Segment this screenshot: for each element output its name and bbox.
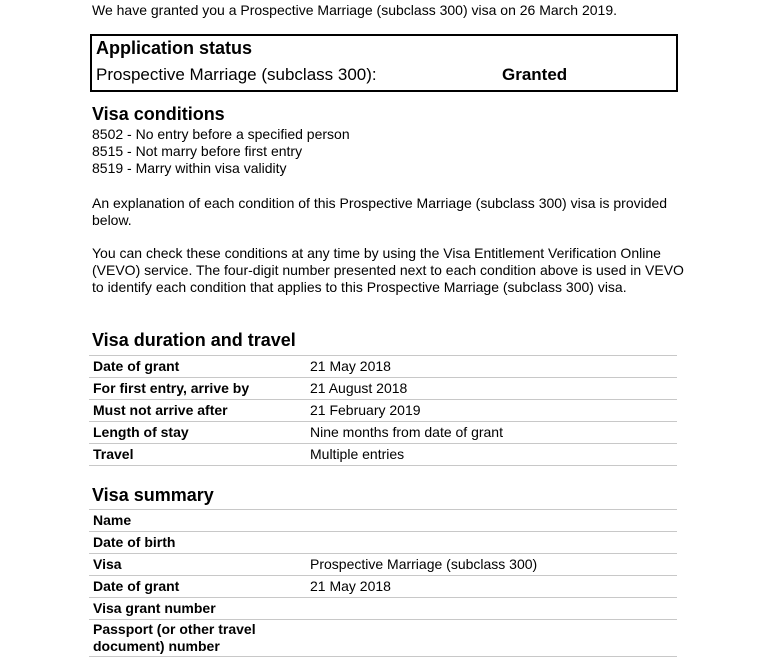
table-row <box>89 532 677 554</box>
vevo-note: You can check these conditions at any time by using the Visa Entitlement Verification Online (VEVO) service. The four-digit number presented next to each condition above is used in VEVO to identify each condition that applies to this Prospective Marriage (subclass 300) visa. <box>92 245 684 295</box>
row-value: 21 May 2018 <box>306 356 677 378</box>
row-value: Prospective Marriage (subclass 300) <box>306 554 677 576</box>
intro-text: We have granted you a Prospective Marriage (subclass 300) visa on 26 March 2019. <box>92 2 618 18</box>
visa-summary-table <box>89 509 677 657</box>
visa-conditions-heading: Visa conditions <box>92 104 225 124</box>
application-status-value: Granted <box>502 65 568 84</box>
application-status-visa-label: Prospective Marriage (subclass 300): <box>96 65 377 84</box>
table-row <box>89 444 677 466</box>
condition-item: 8515 - Not marry before first entry <box>92 143 303 159</box>
table-row <box>89 378 677 400</box>
row-value <box>306 598 677 620</box>
row-label: Visa <box>89 554 306 576</box>
visa-duration-table <box>89 355 677 466</box>
row-value <box>306 510 677 532</box>
table-row <box>89 422 677 444</box>
conditions-explanation: An explanation of each condition of this Prospective Marriage (subclass 300) visa is provided below. <box>92 195 668 228</box>
row-label: Passport (or other travel document) number <box>89 620 306 657</box>
table-row <box>89 554 677 576</box>
application-status-title: Application status <box>96 38 253 58</box>
row-label: Length of stay <box>89 422 306 444</box>
table-row <box>89 598 677 620</box>
row-label: Date of birth <box>89 532 306 554</box>
row-value <box>306 620 677 657</box>
row-label: Date of grant <box>89 356 306 378</box>
row-value: Nine months from date of grant <box>306 422 677 444</box>
row-value: 21 February 2019 <box>306 400 677 422</box>
row-value: 21 August 2018 <box>306 378 677 400</box>
row-label: Must not arrive after <box>89 400 306 422</box>
condition-item: 8502 - No entry before a specified person <box>92 126 350 142</box>
row-label: Travel <box>89 444 306 466</box>
table-row <box>89 510 677 532</box>
row-label: For first entry, arrive by <box>89 378 306 400</box>
application-status-box <box>90 34 678 92</box>
visa-summary-heading: Visa summary <box>92 485 214 505</box>
row-label: Name <box>89 510 306 532</box>
table-row <box>89 576 677 598</box>
table-row <box>89 620 677 657</box>
row-value <box>306 532 677 554</box>
condition-item: 8519 - Marry within visa validity <box>92 160 287 176</box>
table-row <box>89 400 677 422</box>
row-value: 21 May 2018 <box>306 576 677 598</box>
table-row <box>89 356 677 378</box>
visa-duration-heading: Visa duration and travel <box>92 330 296 350</box>
row-label: Date of grant <box>89 576 306 598</box>
row-label: Visa grant number <box>89 598 306 620</box>
row-value: Multiple entries <box>306 444 677 466</box>
visa-conditions-list <box>92 126 350 177</box>
